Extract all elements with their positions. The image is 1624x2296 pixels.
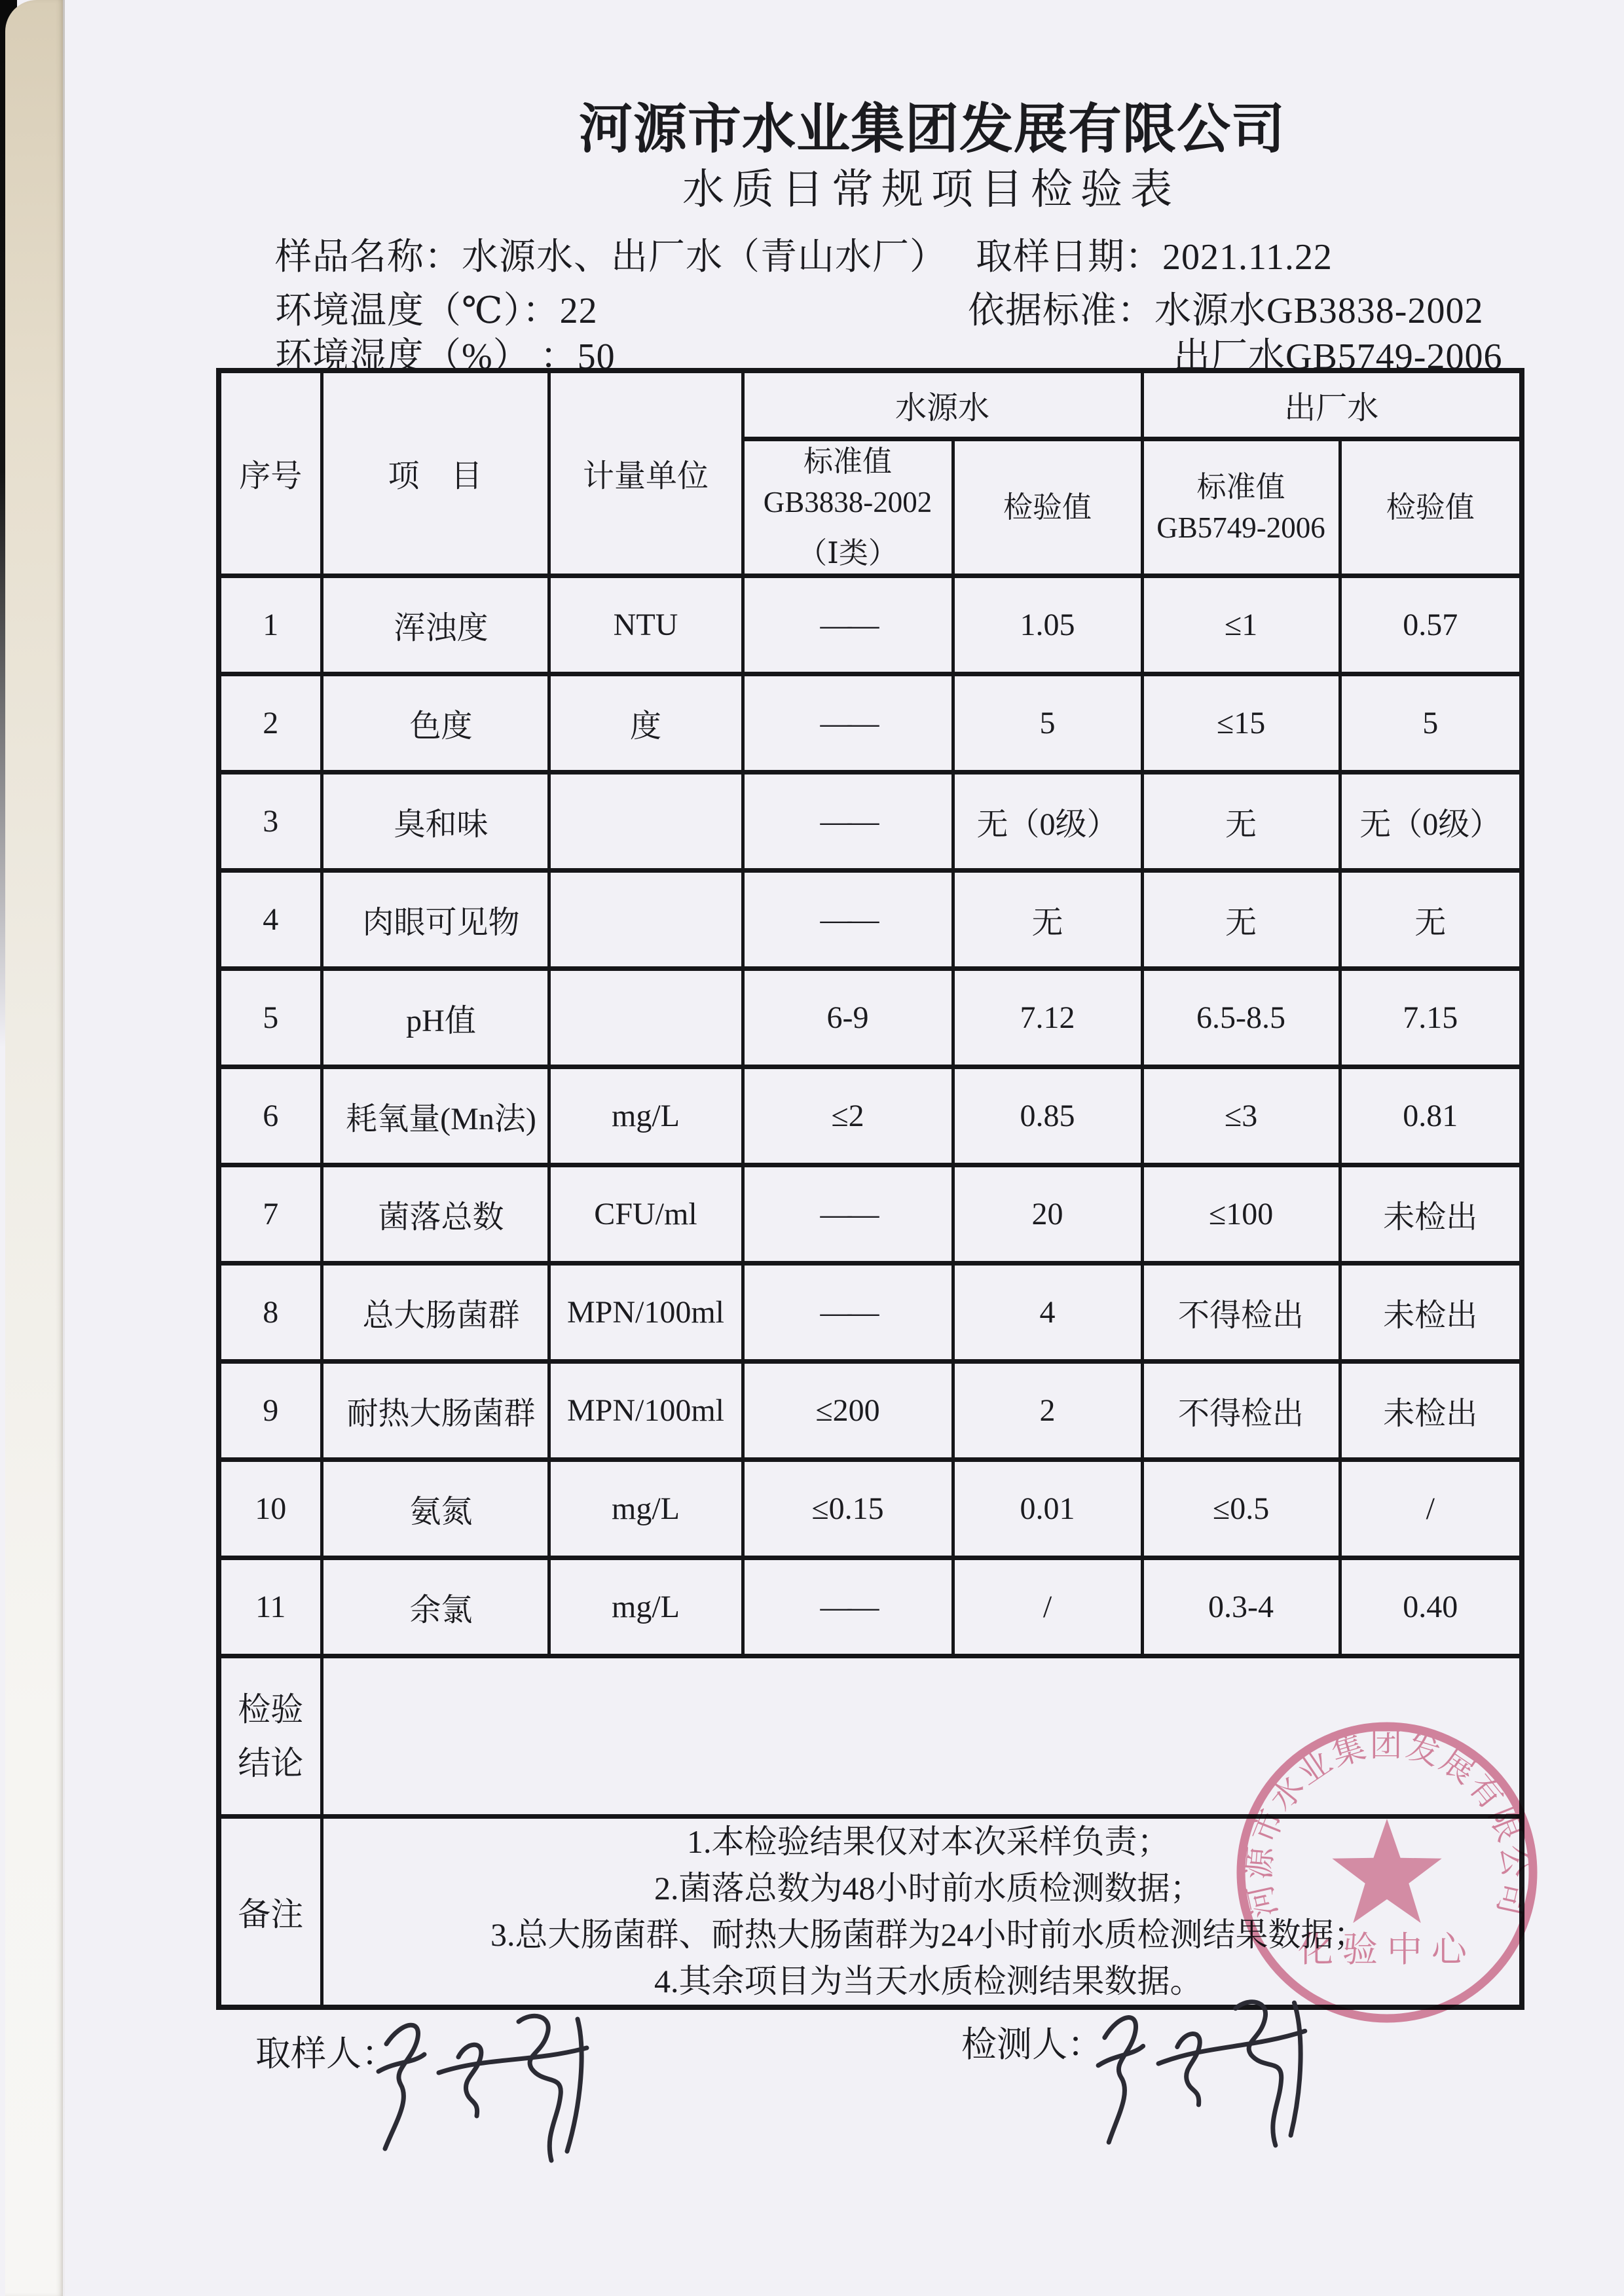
col-header-standard-gb5749: [1142, 439, 1340, 575]
std2-line2: GB5749-2006: [1156, 511, 1325, 544]
row-unit: [549, 968, 743, 1066]
row-val-source: 1.05: [953, 575, 1142, 674]
row-index: 5: [219, 968, 322, 1066]
conclusion-label-line2: 结论: [238, 1744, 304, 1781]
sampler-label: 取样人：: [255, 2034, 397, 2073]
row-val-source: /: [953, 1558, 1142, 1656]
row-item: 耗氧量(Mn法): [322, 1066, 549, 1165]
col-header-index: 序号: [219, 371, 322, 575]
row-val-source: 0.01: [953, 1459, 1142, 1558]
table-row: [219, 870, 1522, 968]
row-std-outlet: 无: [1142, 870, 1340, 968]
seal-center-text: 化验中心: [1298, 1930, 1476, 1969]
row-std-source: ——: [743, 674, 953, 772]
row-val-outlet: 未检出: [1340, 1165, 1522, 1263]
row-item: 臭和味: [322, 772, 549, 870]
row-item: 色度: [322, 674, 549, 772]
row-std-source: ——: [743, 1263, 953, 1361]
row-std-outlet: ≤1: [1142, 575, 1340, 674]
sample-name-value: 水源水、出厂水（青山水厂）: [462, 237, 947, 278]
row-std-source: ——: [743, 1558, 953, 1656]
row-val-outlet: 未检出: [1340, 1361, 1522, 1459]
conclusion-label: [219, 1656, 322, 1816]
row-std-source: ——: [743, 870, 953, 968]
row-val-outlet: 0.81: [1340, 1066, 1522, 1165]
seal-star-icon: [1332, 1819, 1441, 1923]
row-item: 氨氮: [322, 1459, 549, 1558]
table-row: [219, 1558, 1522, 1656]
conclusion-label-line1: 检验: [238, 1690, 304, 1728]
temperature-value: 22: [559, 291, 598, 331]
row-std-source: ≤0.15: [743, 1459, 953, 1558]
row-std-source: ——: [743, 575, 953, 674]
row-unit: NTU: [549, 575, 743, 674]
table-row: [219, 1263, 1522, 1361]
remark-line-2: 2.菌落总数为48小时前水质检测数据；: [654, 1869, 1203, 1906]
row-std-outlet: ≤3: [1142, 1066, 1340, 1165]
col-header-item: 项 目: [322, 371, 549, 575]
row-val-outlet: 0.40: [1340, 1558, 1522, 1656]
row-val-outlet: 7.15: [1340, 968, 1522, 1066]
row-std-source: 6-9: [743, 968, 953, 1066]
row-val-outlet: 无: [1340, 870, 1522, 968]
remarks-label: 备注: [219, 1816, 322, 2007]
row-index: 7: [219, 1165, 322, 1263]
row-item: 肉眼可见物: [322, 870, 549, 968]
row-index: 10: [219, 1459, 322, 1558]
ambient-temperature-line: [275, 282, 598, 334]
col-header-checkvalue-source: 检验值: [953, 439, 1142, 575]
sampler-handwritten-signature: [361, 1994, 617, 2178]
col-header-standard-gb3838: [743, 439, 953, 575]
row-std-outlet: 不得检出: [1142, 1361, 1340, 1459]
tester-handwritten-signature: [1077, 1976, 1342, 2172]
row-val-source: 7.12: [953, 968, 1142, 1066]
row-unit: [549, 870, 743, 968]
group-header-source-water: 水源水: [743, 371, 1142, 439]
row-index: 1: [219, 575, 322, 674]
sample-name-label: 样品名称：: [275, 237, 462, 278]
row-unit: mg/L: [549, 1558, 743, 1656]
company-name: 河源市水业集团发展有限公司: [579, 100, 1286, 159]
row-val-outlet: 无（0级）: [1340, 772, 1522, 870]
tester-label: 检测人：: [961, 2025, 1103, 2064]
sample-name-line: [275, 228, 947, 280]
row-val-source: 20: [953, 1165, 1142, 1263]
row-std-outlet: 不得检出: [1142, 1263, 1340, 1361]
row-std-source: ≤2: [743, 1066, 953, 1165]
row-val-outlet: 0.57: [1340, 575, 1522, 674]
row-std-outlet: 6.5-8.5: [1142, 968, 1340, 1066]
row-index: 9: [219, 1361, 322, 1459]
sampling-date-line: [976, 228, 1333, 280]
row-std-outlet: 无: [1142, 772, 1340, 870]
standard-label: 依据标准：: [968, 291, 1154, 331]
row-val-source: 0.85: [953, 1066, 1142, 1165]
row-item: 浑浊度: [322, 575, 549, 674]
table-row: [219, 968, 1522, 1066]
row-index: 2: [219, 674, 322, 772]
remark-line-3: 3.总大肠菌群、耐热大肠菌群为24小时前水质检测结果数据；: [490, 1916, 1367, 1953]
row-unit: mg/L: [549, 1459, 743, 1558]
row-unit: MPN/100ml: [549, 1263, 743, 1361]
table-row: [219, 1459, 1522, 1558]
row-val-outlet: 未检出: [1340, 1263, 1522, 1361]
std2-line1: 标准值: [1196, 470, 1285, 503]
remark-line-4: 4.其余项目为当天水质检测结果数据。: [654, 1962, 1203, 1999]
row-item: 总大肠菌群: [322, 1263, 549, 1361]
humidity-label: 环境湿度（%） ：: [275, 337, 578, 377]
row-std-source: ——: [743, 772, 953, 870]
humidity-value: 50: [577, 337, 616, 377]
row-std-outlet: ≤15: [1142, 674, 1340, 772]
table-row: [219, 575, 1522, 674]
remark-line-1: 1.本检验结果仅对本次采样负责；: [687, 1823, 1170, 1860]
row-unit: 度: [549, 674, 743, 772]
standard-source-water: 水源水GB3838-2002: [1154, 291, 1484, 331]
reference-standard-line: [968, 282, 1483, 334]
row-std-source: ——: [743, 1165, 953, 1263]
table-row: [219, 772, 1522, 870]
sampling-date-label: 取样日期：: [976, 237, 1162, 278]
row-std-source: ≤200: [743, 1361, 953, 1459]
std1-line3: （Ⅰ类）: [798, 536, 898, 570]
col-header-unit: 计量单位: [549, 371, 743, 575]
row-val-source: 5: [953, 674, 1142, 772]
row-index: 6: [219, 1066, 322, 1165]
row-val-source: 无（0级）: [953, 772, 1142, 870]
std1-line1: 标准值: [803, 445, 892, 478]
col-header-checkvalue-outlet: 检验值: [1340, 439, 1522, 575]
document-title: 水质日常规项目检验表: [682, 166, 1180, 213]
row-item: pH值: [322, 968, 549, 1066]
sampling-date-value: 2021.11.22: [1162, 237, 1333, 278]
row-item: 余氯: [322, 1558, 549, 1656]
row-index: 8: [219, 1263, 322, 1361]
row-unit: MPN/100ml: [549, 1361, 743, 1459]
table-row: [219, 674, 1522, 772]
row-std-outlet: ≤0.5: [1142, 1459, 1340, 1558]
row-item: 耐热大肠菌群: [322, 1361, 549, 1459]
row-std-outlet: ≤100: [1142, 1165, 1340, 1263]
row-val-source: 4: [953, 1263, 1142, 1361]
standard-outlet-water: 出厂水GB5749-2006: [1173, 337, 1503, 377]
row-val-outlet: /: [1340, 1459, 1522, 1558]
row-val-outlet: 5: [1340, 674, 1522, 772]
row-index: 11: [219, 1558, 322, 1656]
group-header-outlet-water: 出厂水: [1142, 371, 1522, 439]
table-row: [219, 1361, 1522, 1459]
row-val-source: 无: [953, 870, 1142, 968]
temperature-label: 环境温度（℃）：: [275, 291, 560, 331]
row-unit: mg/L: [549, 1066, 743, 1165]
row-unit: CFU/ml: [549, 1165, 743, 1263]
row-item: 菌落总数: [322, 1165, 549, 1263]
std1-line2: GB3838-2002: [763, 485, 932, 519]
row-unit: [549, 772, 743, 870]
row-std-outlet: 0.3-4: [1142, 1558, 1340, 1656]
table-row: [219, 1066, 1522, 1165]
seal-company-arc-text: 河源市水业集团发展有限公司: [1240, 1726, 1534, 1921]
row-index: 4: [219, 870, 322, 968]
table-row: [219, 1165, 1522, 1263]
row-val-source: 2: [953, 1361, 1142, 1459]
row-index: 3: [219, 772, 322, 870]
